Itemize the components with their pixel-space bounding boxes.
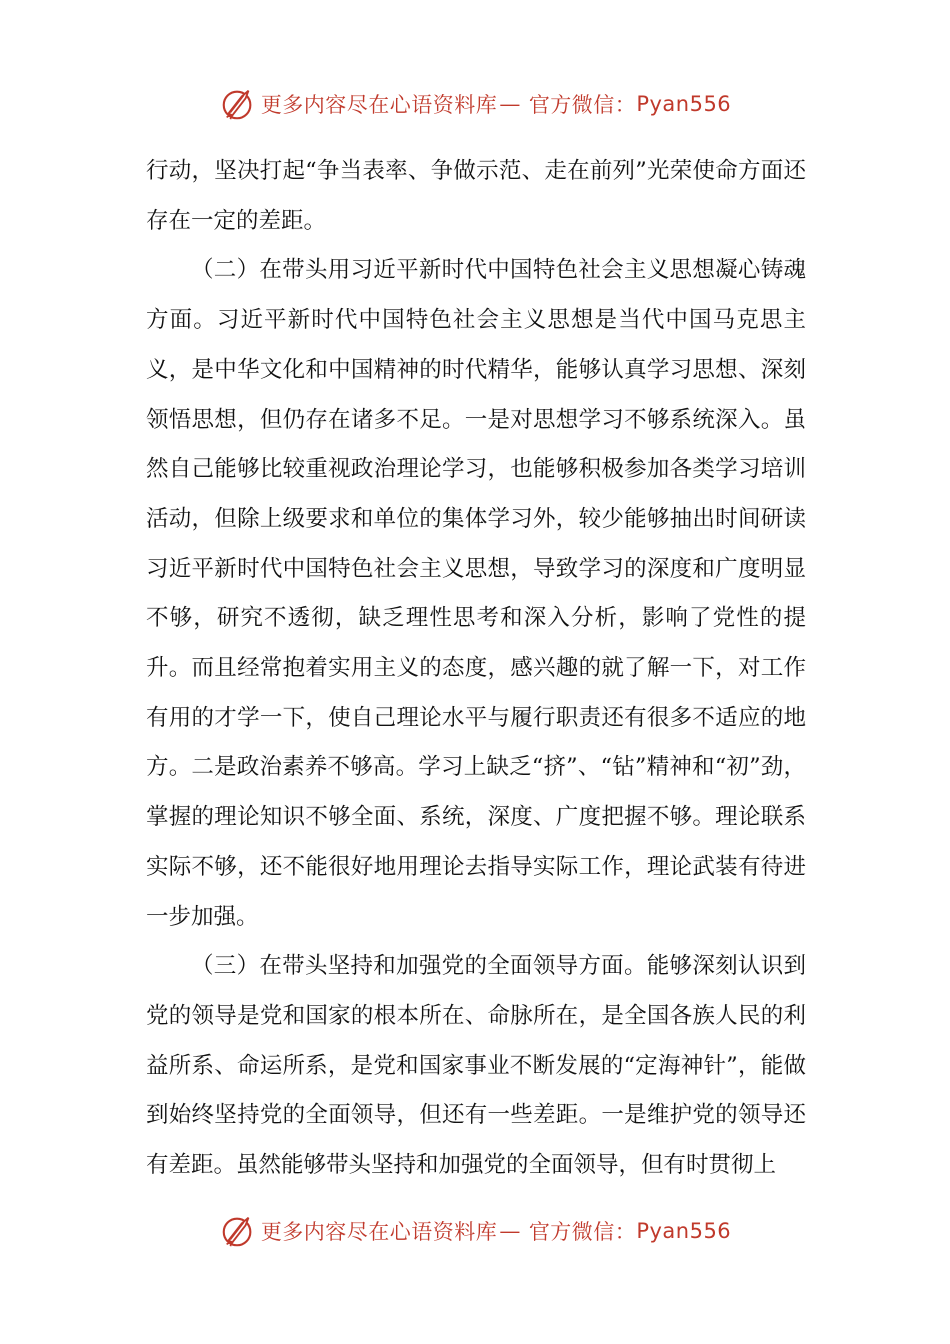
pen-nib-logo-icon bbox=[219, 1212, 257, 1250]
banner-main-text: 更多内容尽在心语资料库 bbox=[260, 1220, 498, 1244]
banner-separator: — bbox=[499, 92, 521, 116]
banner-wechat-id: Pyan556 bbox=[636, 92, 732, 116]
paragraph-section-2: （二）在带头用习近平新时代中国特色社会主义思想凝心铸魂方面。习近平新时代中国特色社会主义思想是当代中国马克思主义，是中华文化和中国精神的时代精华，能够认真学习思想、深刻领悟思想，但仍存在诸多不足。一是对思想学习不够系统深入。虽然自己能够比较重视政治理论学习，也能够积极参加各类学习培训活动，但除上级要求和单位的集体学习外，较少能够抽出时间研读习近平新时代中国特色社会主义思想，导致学习的深度和广度明显不够，研究不透彻，缺乏理性思考和深入分析，影响了党性的提升。而且经常抱着实用主义的态度，感兴趣的就了解一下，对工作有用的才学一下，使自己理论水平与履行职责还有很多不适应的地方。二是政治素养不够高。学习上缺乏“挤”、“钻”精神和“初”劲，掌握的理论知识不够全面、系统，深度、广度把握不够。理论联系实际不够，还不能很好地用理论去指导实际工作，理论武装有待进一步加强。 bbox=[146, 257, 806, 930]
banner-wechat-id: Pyan556 bbox=[636, 1219, 732, 1243]
footer-banner bbox=[0, 1206, 950, 1256]
document-body bbox=[146, 147, 806, 1191]
paragraph-section-3: （三）在带头坚持和加强党的全面领导方面。能够深刻认识到党的领导是党和国家的根本所在、命脉所在，是全国各族人民的利益所系、命运所系，是党和国家事业不断发展的“定海神针”，能做到始终坚持党的全面领导，但还有一些差距。一是维护党的领导还有差距。虽然能够带头坚持和加强党的全面领导，但有时贯彻上 bbox=[146, 953, 806, 1179]
banner-wechat-label: 官方微信： bbox=[528, 93, 637, 117]
pen-nib-logo-icon bbox=[219, 85, 257, 123]
banner-separator: — bbox=[499, 1219, 521, 1243]
banner-main-text: 更多内容尽在心语资料库 bbox=[260, 93, 498, 117]
paragraph-continuation: 行动，坚决打起“争当表率、争做示范、走在前列”光荣使命方面还存在一定的差距。 bbox=[146, 158, 806, 234]
header-banner bbox=[0, 79, 950, 129]
banner-wechat-label: 官方微信： bbox=[528, 1220, 637, 1244]
